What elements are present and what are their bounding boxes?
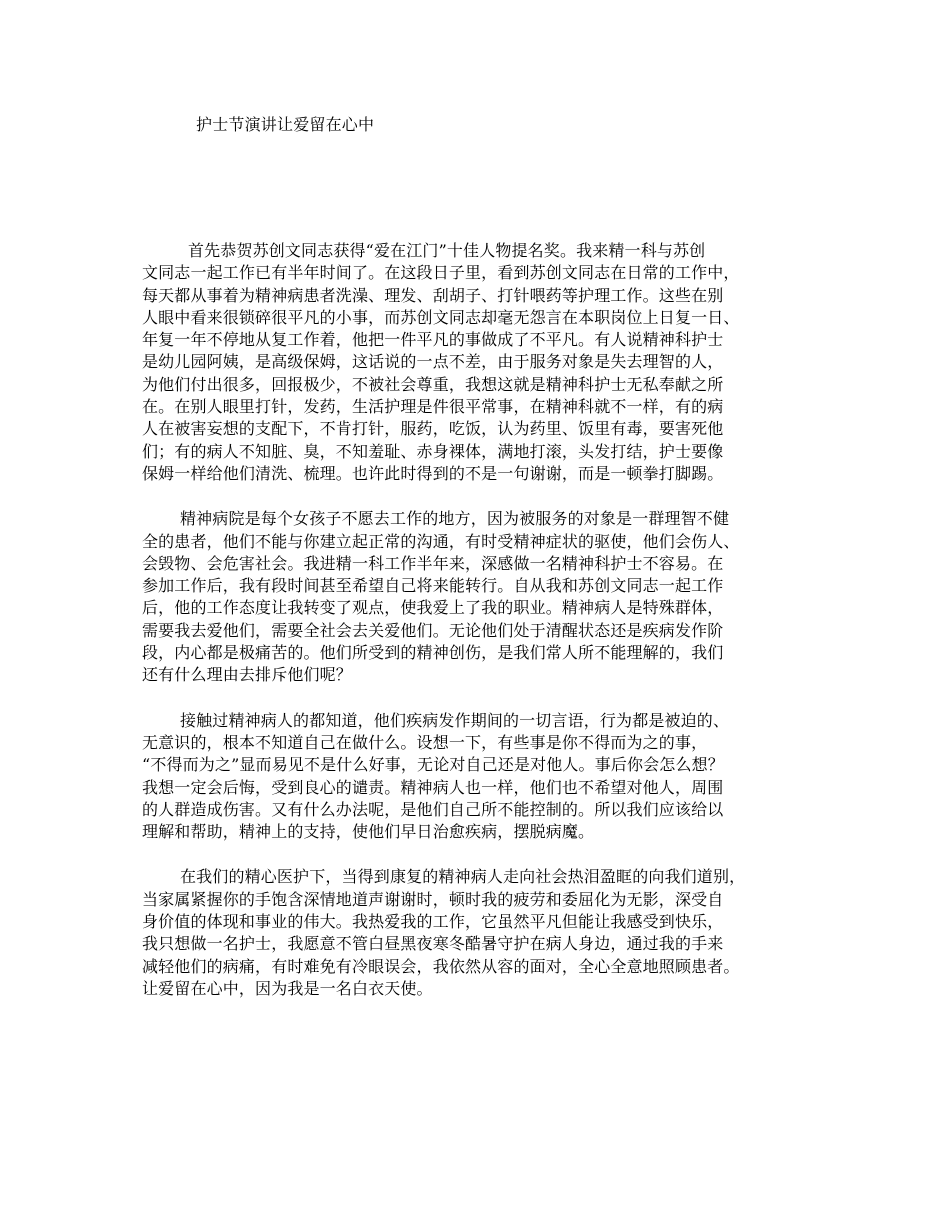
paragraph-line: “不得而为之”显而易见不是什么好事，无论对自己还是对他人。事后你会怎么想？ [142, 755, 724, 775]
paragraph-line: 让爱留在心中，因为我是一名白衣天使。 [142, 978, 433, 998]
paragraph-line: 身价值的体现和事业的伟大。我热爱我的工作，它虽然平凡但能让我感受到快乐， [142, 912, 724, 932]
paragraph-line: 在我们的精心医护下，当得到康复的精神病人走向社会热泪盈眶的向我们道别， [180, 867, 746, 887]
paragraph-line: 人在被害妄想的支配下，不肯打针，服药，吃饭，认为药里、饭里有毒，要害死他 [142, 419, 724, 439]
paragraph-3 [142, 710, 832, 844]
paragraph-line: 我只想做一名护士，我愿意不管白昼黑夜寒冬酷暑守护在病人身边，通过我的手来 [142, 934, 724, 954]
paragraph-line: 在。在别人眼里打针，发药，生活护理是件很平常事，在精神科就不一样，有的病 [142, 397, 724, 417]
paragraph-line: 参加工作后，我有段时间甚至希望自己将来能转行。自从我和苏创文同志一起工作 [142, 576, 724, 596]
paragraph-line: 人眼中看来很锁碎很平凡的小事，而苏创文同志却毫无怨言在本职岗位上日复一日、 [142, 307, 740, 327]
paragraph-line: 每天都从事着为精神病患者洗澡、理发、刮胡子、打针喂药等护理工作。这些在别 [142, 285, 724, 305]
paragraph-line: 还有什么理由去排斥他们呢？ [142, 665, 352, 685]
paragraph-2 [142, 508, 832, 686]
paragraph-line: 首先恭贺苏创文同志获得“爱在江门”十佳人物提名奖。我来精一科与苏创 [188, 241, 706, 260]
paragraph-line: 全的患者，他们不能与你建立起正常的沟通，有时受精神症状的驱使，他们会伤人、 [142, 531, 740, 551]
document-title: 护士节演讲让爱留在心中 [196, 115, 375, 134]
paragraph-line: 后，他的工作态度让我转变了观点，使我爱上了我的职业。精神病人是特殊群体， [142, 598, 724, 618]
paragraph-line: 会毁物、会危害社会。我进精一科工作半年来，深感做一名精神科护士不容易。在 [142, 553, 724, 573]
paragraph-line: 是幼儿园阿姨，是高级保姆，这话说的一点不差，由于服务对象是失去理智的人， [142, 352, 724, 372]
paragraph-line: 我想一定会后悔，受到良心的谴责。精神病人也一样，他们也不希望对他人，周围 [142, 777, 724, 797]
paragraph-line: 段，内心都是极痛苦的。他们所受到的精神创伤，是我们常人所不能理解的，我们 [142, 643, 724, 663]
paragraph-line: 精神病院是每个女孩子不愿去工作的地方，因为被服务的对象是一群理智不健 [180, 509, 730, 529]
paragraph-line: 减轻他们的病痛，有时难免有冷眼误会，我依然从容的面对，全心全意地照顾患者。 [142, 956, 740, 976]
paragraph-4 [142, 866, 832, 1000]
paragraph-line: 年复一年不停地从复工作着，他把一件平凡的事做成了不平凡。有人说精神科护士 [142, 330, 724, 350]
paragraph-line: 保姆一样给他们清洗、梳理。也许此时得到的不是一句谢谢，而是一顿拳打脚踢。 [142, 463, 724, 483]
paragraph-line: 接触过精神病人的都知道，他们疾病发作期间的一切言语，行为都是被迫的、 [180, 710, 730, 730]
paragraph-line: 文同志一起工作已有半年时间了。在这段日子里，看到苏创文同志在日常的工作中， [142, 263, 740, 283]
paragraph-line: 无意识的，根本不知道自己在做什么。设想一下，有些事是你不得而为之的事， [142, 732, 708, 752]
document-body [142, 240, 832, 1023]
paragraph-line: 的人群造成伤害。又有什么办法呢，是他们自己所不能控制的。所以我们应该给以 [142, 799, 724, 819]
paragraph-line: 们；有的病人不知脏、臭，不知羞耻、赤身裸体，满地打滚，头发打结，护士要像 [142, 441, 724, 461]
paragraph-line: 当家属紧握你的手饱含深情地道声谢谢时，顿时我的疲劳和委屈化为无影，深受自 [142, 889, 724, 909]
paragraph-1 [142, 240, 832, 485]
paragraph-line: 为他们付出很多，回报极少，不被社会尊重，我想这就是精神科护士无私奉献之所 [142, 374, 724, 394]
paragraph-line: 理解和帮助，精神上的支持，使他们早日治愈疾病，摆脱病魔。 [142, 822, 595, 842]
paragraph-line: 需要我去爱他们，需要全社会去关爱他们。无论他们处于清醒状态还是疾病发作阶 [142, 620, 724, 640]
